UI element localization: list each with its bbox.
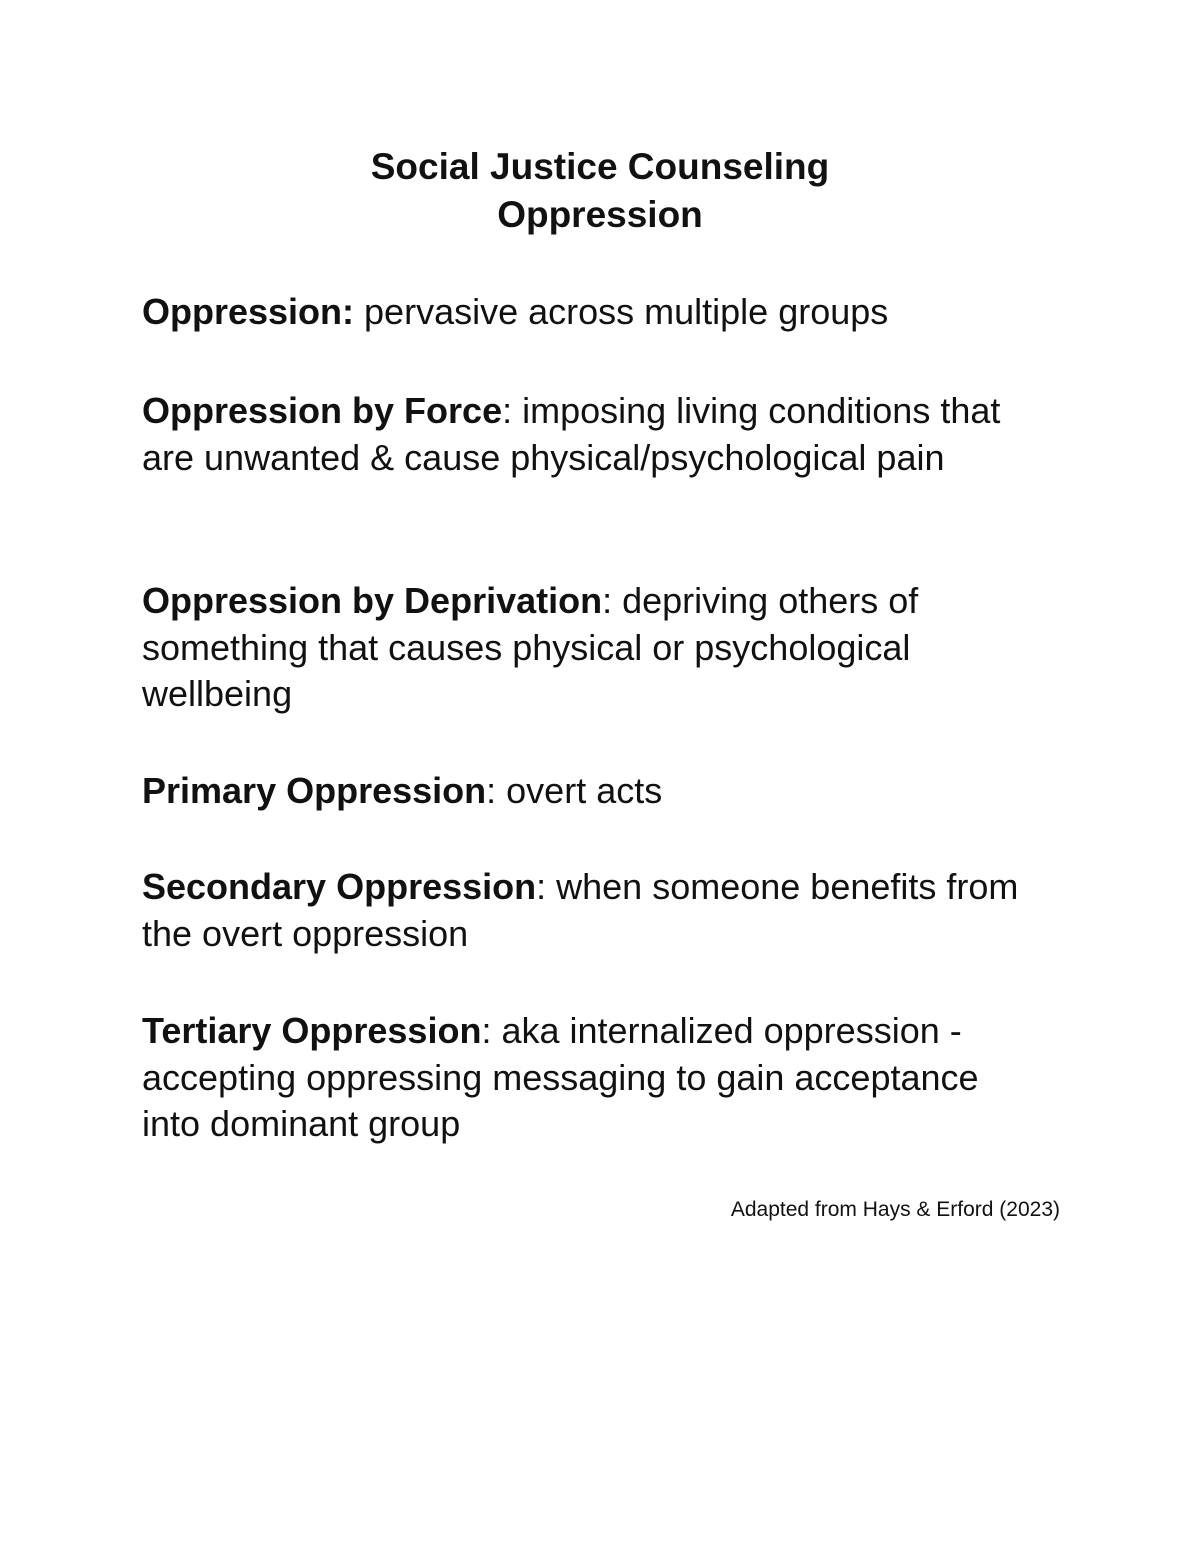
definition-separator: : bbox=[481, 1010, 492, 1051]
definition-separator: : bbox=[486, 770, 497, 811]
definition-tertiary-oppression bbox=[142, 1008, 1042, 1148]
definition-primary-oppression bbox=[142, 768, 1042, 815]
definition-text: pervasive across multiple groups bbox=[354, 291, 889, 332]
definition-oppression-by-deprivation bbox=[142, 578, 1042, 718]
definition-separator: : bbox=[502, 390, 513, 431]
definition-text: imposing living conditions that are unwanted & cause physical/psychological pain bbox=[142, 390, 1001, 478]
title-block bbox=[0, 143, 1200, 239]
document-subtitle: Oppression bbox=[497, 194, 703, 235]
definition-term: Secondary Oppression bbox=[142, 866, 537, 907]
definition-text: when someone benefits from the overt oppression bbox=[142, 866, 1019, 954]
definition-term: Primary Oppression bbox=[142, 770, 487, 811]
definition-oppression-by-force bbox=[142, 388, 1042, 481]
definition-oppression bbox=[142, 289, 1042, 336]
definition-term: Oppression by Deprivation bbox=[142, 580, 603, 621]
citation: Adapted from Hays & Erford (2023) bbox=[730, 1198, 1060, 1221]
definition-secondary-oppression bbox=[142, 864, 1042, 957]
definition-text: depriving others of something that causes physical or psychological wellbeing bbox=[142, 580, 919, 714]
definition-separator: : bbox=[602, 580, 613, 621]
definition-text: overt acts bbox=[496, 770, 663, 811]
definition-term: Oppression by Force bbox=[142, 390, 503, 431]
definition-term: Oppression: bbox=[142, 291, 355, 332]
definition-text: aka internalized oppression - accepting oppressing messaging to gain acceptance into dominant group bbox=[142, 1010, 979, 1144]
definition-term: Tertiary Oppression bbox=[142, 1010, 482, 1051]
document-title: Social Justice Counseling bbox=[370, 146, 830, 187]
definition-separator: : bbox=[536, 866, 547, 907]
